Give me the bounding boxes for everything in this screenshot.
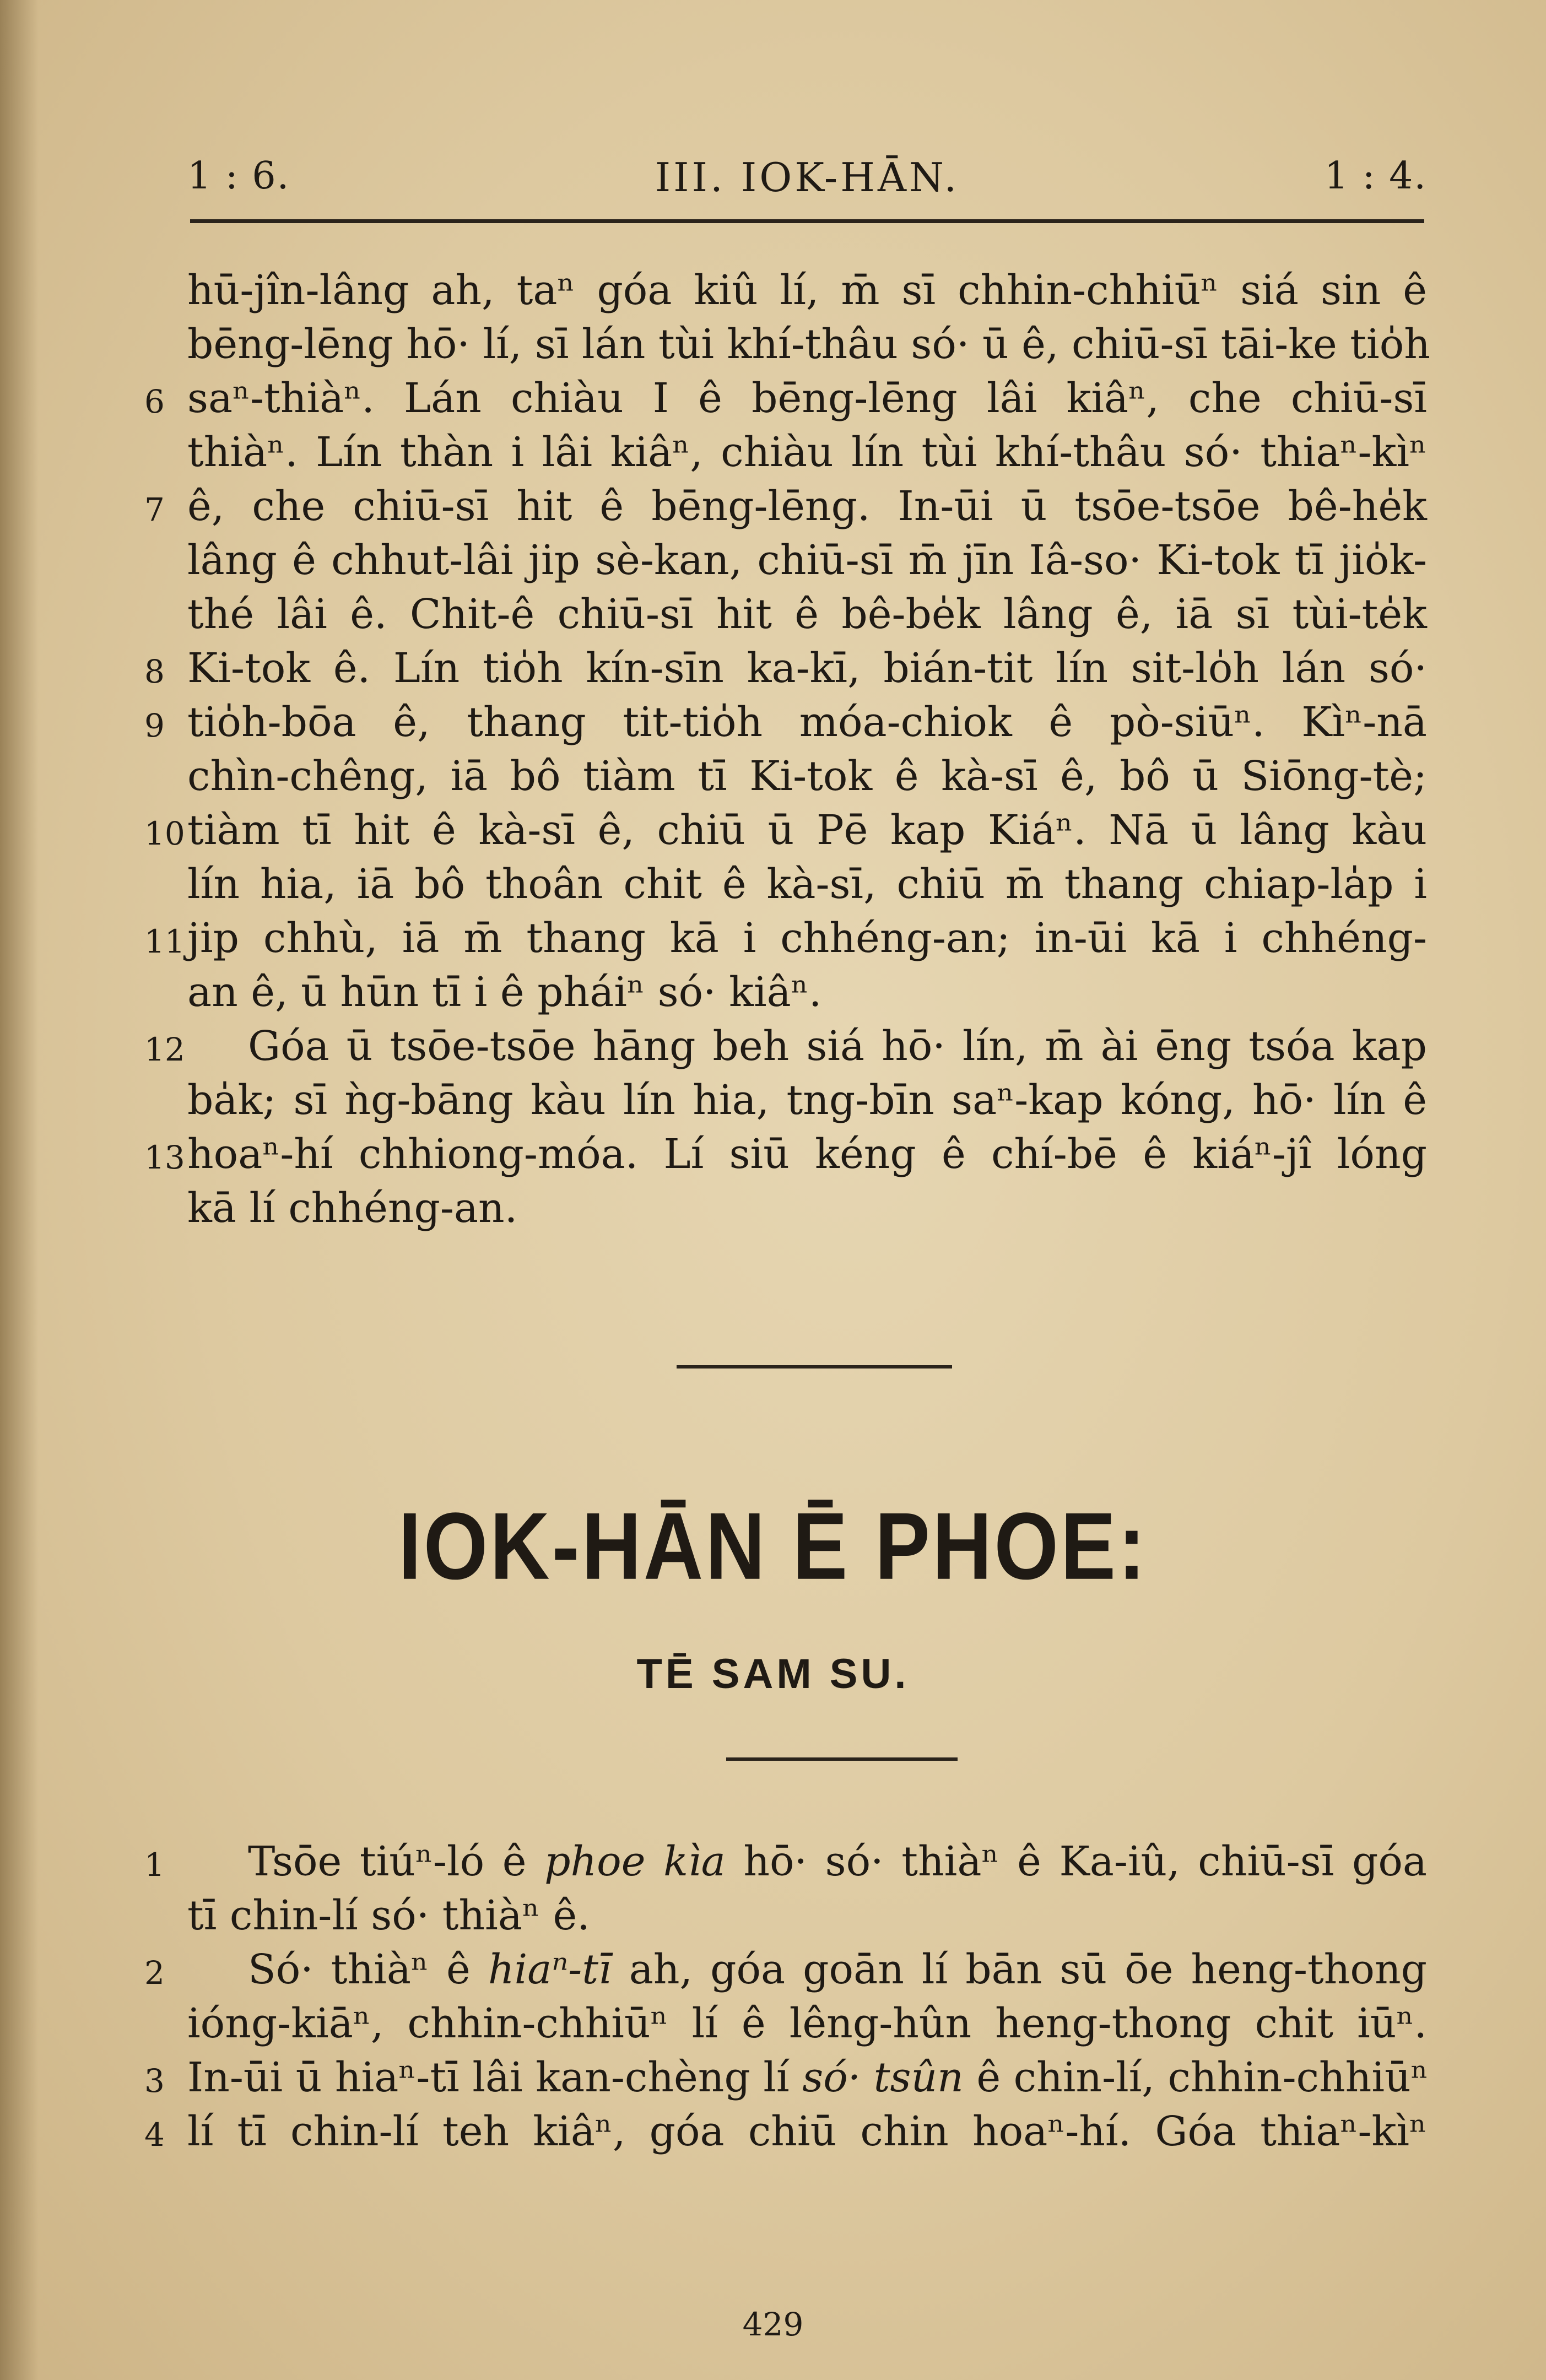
text-line: 4 lí tī chin-lí teh kiâⁿ, góa chiū chin hoaⁿ-hí. Góa thiaⁿ-kìⁿ	[187, 2105, 1427, 2159]
page-number: 429	[742, 2306, 804, 2343]
third-epistle-opening	[144, 1835, 1429, 2159]
text-line: ióng-kiāⁿ, chhin-chhiūⁿ lí ê lêng-hûn heng-thong chit iūⁿ.	[187, 2000, 1427, 2047]
text-line: 3 In-ūi ū hiaⁿ-tī lâi kan-chèng lí só· tsûn ê chin-lí, chhin-chhiūⁿ	[187, 2051, 1427, 2105]
text-line: 1 Tsōe tiúⁿ-ló ê phoe kìa hō· só· thiàⁿ ê Ka-iû, chiū-sī góa	[187, 1835, 1427, 1889]
text-line: thiàⁿ. Lín thàn i lâi kiâⁿ, chiàu lín tùi khí-thâu só· thiaⁿ-kìⁿ	[187, 429, 1427, 476]
verse-number: 7	[144, 491, 165, 528]
book-title: IOK-HĀN Ē PHOE:	[398, 1492, 1148, 1599]
text-line: 11 jip chhù, iā m̄ thang kā i chhéng-an; in-ūi kā i chhéng-	[187, 911, 1427, 965]
text-line: 12 Góa ū tsōe-tsōe hāng beh siá hō· lín, m̄ ài ēng tsóa kap	[187, 1019, 1427, 1073]
book-subtitle: TĒ SAM SU.	[636, 1651, 910, 1697]
text-line: an ê, ū hūn tī i ê pháiⁿ só· kiâⁿ.	[187, 969, 822, 1016]
verse-number: 1	[144, 1846, 165, 1884]
text-line: 9 tio̍h-bōa ê, thang tit-tio̍h móa-chiok ê pò-siūⁿ. Kìⁿ-nā	[187, 695, 1427, 749]
text-line: 10 tiàm tī hit ê kà-sī ê, chiū ū Pē kap Kiáⁿ. Nā ū lâng kàu	[187, 803, 1427, 857]
verse-number: 8	[144, 653, 165, 690]
running-header	[187, 154, 1427, 215]
verse-number: 12	[144, 1031, 185, 1068]
second-epistle-ending	[144, 263, 1430, 1235]
verse-number: 11	[144, 923, 185, 960]
text-line: bēng-lēng hō· lí, sī lán tùi khí-thâu só· ū ê, chiū-sī tāi-ke tio̍h	[187, 321, 1430, 368]
text-line: 13 hoaⁿ-hí chhiong-móa. Lí siū kéng ê chí-bē ê kiáⁿ-jî lóng	[187, 1127, 1427, 1181]
verse-number: 2	[144, 1954, 165, 1992]
section-divider	[677, 1365, 952, 1368]
verse-number: 9	[144, 707, 165, 744]
text-line: lâng ê chhut-lâi jip sè-kan, chiū-sī m̄ jīn Iâ-so· Ki-tok tī jio̍k-	[187, 537, 1427, 584]
text-line: 6 saⁿ-thiàⁿ. Lán chiàu I ê bēng-lēng lâi kiâⁿ, che chiū-sī	[187, 371, 1427, 425]
verse-number: 10	[144, 815, 185, 852]
header-rule	[190, 219, 1424, 223]
header-left-reference: 1 : 6.	[187, 154, 290, 198]
verse-number: 6	[144, 383, 165, 420]
text-line: 7 ê, che chiū-sī hit ê bēng-lēng. In-ūi ū tsōe-tsōe bê-he̍k	[187, 479, 1427, 533]
text-line: ba̍k; sī ǹg-bāng kàu lín hia, tng-bīn saⁿ-kap kóng, hō· lín ê	[187, 1077, 1427, 1124]
header-right-reference: 1 : 4.	[1324, 154, 1427, 198]
text-line: 8 Ki-tok ê. Lín tio̍h kín-sīn ka-kī, bián-tit lín sit-lo̍h lán só·	[187, 641, 1427, 695]
verse-number: 13	[144, 1139, 185, 1176]
subtitle-divider	[726, 1757, 958, 1761]
text-line: kā lí chhéng-an.	[187, 1184, 518, 1232]
verse-number: 3	[144, 2062, 165, 2100]
text-line: lín hia, iā bô thoân chit ê kà-sī, chiū m̄ thang chiap-la̍p i	[187, 861, 1427, 908]
text-line: tī chin-lí só· thiàⁿ ê.	[187, 1892, 590, 1939]
text-line: 2 Só· thiàⁿ ê hiaⁿ-tī ah, góa goān lí bān sū ōe heng-thong	[187, 1943, 1427, 1997]
header-title: III. IOK-HĀN.	[655, 154, 960, 201]
text-line: hū-jîn-lâng ah, taⁿ góa kiû lí, m̄ sī chhin-chhiūⁿ siá sin ê	[187, 267, 1427, 314]
text-line: chìn-chêng, iā bô tiàm tī Ki-tok ê kà-sī ê, bô ū Siōng-tè;	[187, 753, 1427, 800]
verse-number: 4	[144, 2116, 165, 2154]
text-line: thé lâi ê. Chit-ê chiū-sī hit ê bê-be̍k lâng ê, iā sī tùi-te̍k	[187, 591, 1427, 638]
